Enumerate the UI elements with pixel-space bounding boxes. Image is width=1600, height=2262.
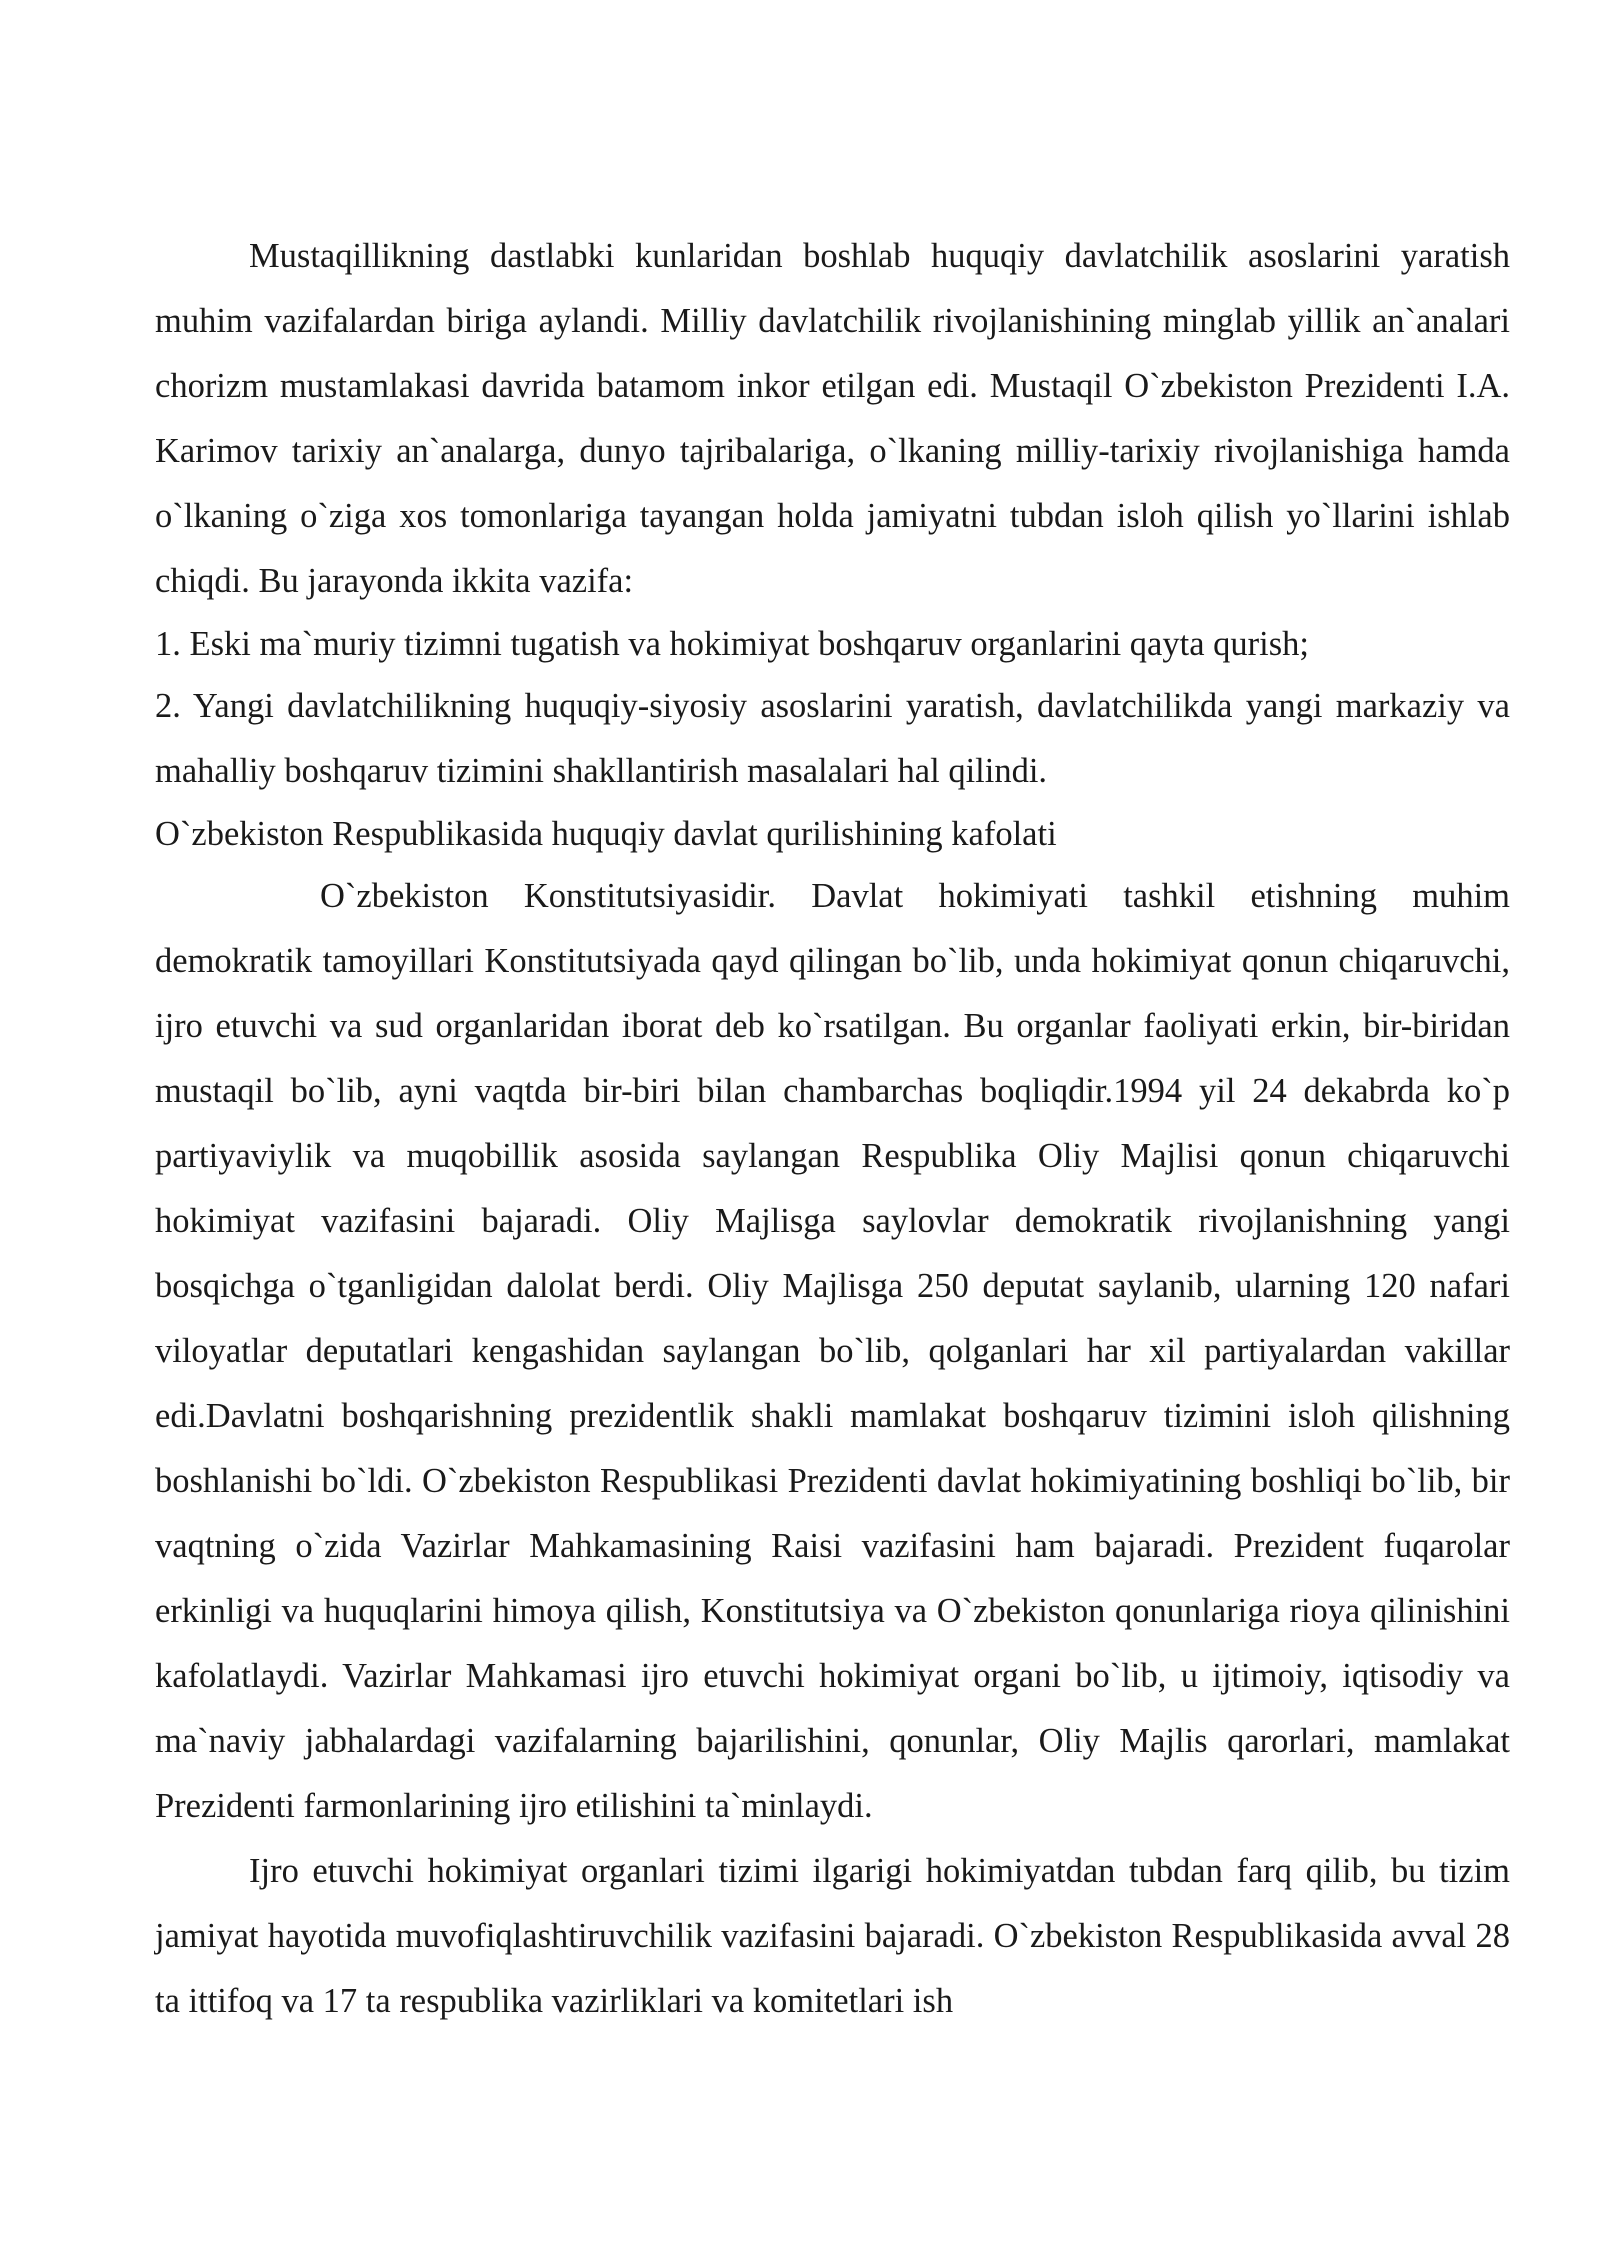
list-item-1: 1. Eski ma`muriy tizimni tugatish va hokimiyat boshqaruv organlarini qayta qurish; bbox=[155, 625, 1309, 663]
paragraph-executive: Ijro etuvchi hokimiyat organlari tizimi ilgarigi hokimiyatdan tubdan farq qilib, bu tizim jamiyat hayotida muvofiqlashtiruvchilik vazifasini bajaradi. O`zbekiston Respublikasida avval 28 ta ittifoq va 17 ta respublika vazirliklari va komitetlari ish bbox=[155, 1852, 1510, 2020]
document-body bbox=[155, 224, 1510, 2034]
section-heading-line: O`zbekiston Respublikasida huquqiy davlat qurilishining kafolati bbox=[155, 815, 1057, 853]
paragraph-constitution: O`zbekiston Konstitutsiyasidir. Davlat hokimiyati tashkil etishning muhim demokratik tamoyillari Konstitutsiyada qayd qilingan bo`lib, unda hokimiyat qonun chiqaruvchi, ijro etuvchi va sud organlaridan iborat deb ko`rsatilgan. Bu organlar faoliyati erkin, bir-biridan mustaqil bo`lib, ayni vaqtda bir-biri bilan chambarchas boqliqdir.1994 yil 24 dekabrda ko`p partiyaviylik va muqobillik asosida saylangan Respublika Oliy Majlisi qonun chiqaruvchi hokimiyat vazifasini bajaradi. Oliy Majlisga saylovlar demokratik rivojlanishning yangi bosqichga o`tganligidan dalolat berdi. Oliy Majlisga 250 deputat saylanib, ularning 120 nafari viloyatlar deputatlari kengashidan saylangan bo`lib, qolganlari har xil partiyalardan vakillar edi.Davlatni boshqarishning prezidentlik shakli mamlakat boshqaruv tizimini isloh qilishning boshlanishi bo`ldi. O`zbekiston Respublikasi Prezidenti davlat hokimiyatining boshliqi bo`lib, bir vaqtning o`zida Vazirlar Mahkamasining Raisi vazifasini ham bajaradi. Prezident fuqarolar erkinligi va huquqlarini himoya qilish, Konstitutsiya va O`zbekiston qonunlariga rioya qilinishini kafolatlaydi. Vazirlar Mahkamasi ijro etuvchi hokimiyat organi bo`lib, u ijtimoiy, iqtisodiy va ma`naviy jabhalardagi vazifalarning bajarilishini, qonunlar, Oliy Majlis qarorlari, mamlakat Prezidenti farmonlarining ijro etilishini ta`minlaydi. bbox=[155, 877, 1510, 1825]
list-item-2: 2. Yangi davlatchilikning huquqiy-siyosiy asoslarini yaratish, davlatchilikda yangi markaziy va mahalliy boshqaruv tizimini shakllantirish masalalari hal qilindi. bbox=[155, 687, 1510, 790]
paragraph-intro: Mustaqillikning dastlabki kunlaridan boshlab huquqiy davlatchilik asoslarini yaratish muhim vazifalardan biriga aylandi. Milliy davlatchilik rivojlanishining minglab yillik an`analari chorizm mustamlakasi davrida batamom inkor etilgan edi. Mustaqil O`zbekiston Prezidenti I.A. Karimov tarixiy an`analarga, dunyo tajribalariga, o`lkaning milliy-tarixiy rivojlanishiga hamda o`lkaning o`ziga xos tomonlariga tayangan holda jamiyatni tubdan isloh qilish yo`llarini ishlab chiqdi. Bu jarayonda ikkita vazifa: bbox=[155, 237, 1510, 600]
